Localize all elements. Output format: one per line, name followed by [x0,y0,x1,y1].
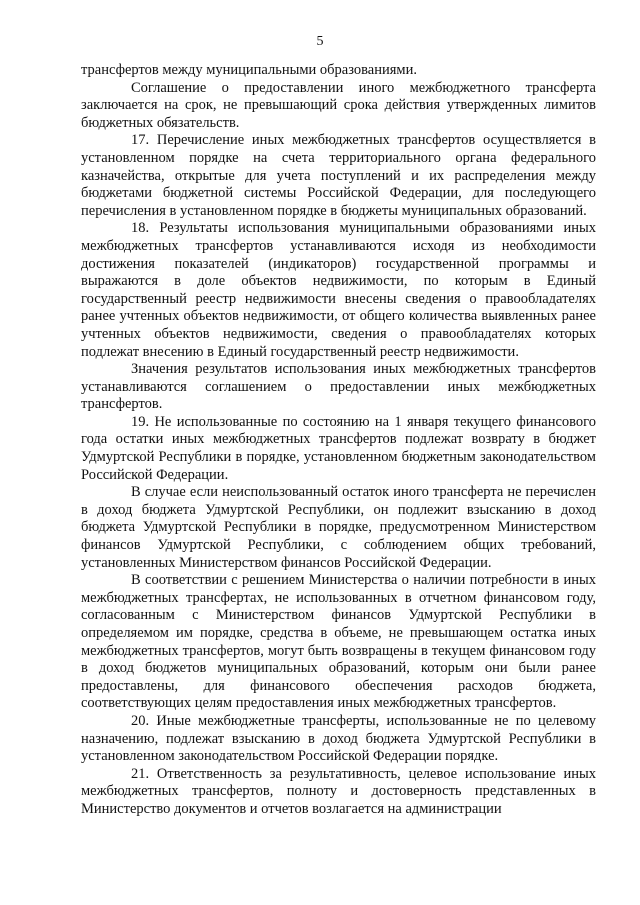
paragraph-ministry-decision: В соответствии с решением Министерства о наличии потребности в иных межбюджетных трансфертах, не использованных в отчетном финансовом году, согласованным с Министерством финансов Удмуртской Республики в определяемом им порядке, средства в объеме, не превышающем остатка иных межбюджетных трансфертов, могут быть возвращены в текущем финансовом году в доход бюджетов муниципальных образований, которым они были ранее предоставлены, для финансового обеспечения расходов бюджета, соответствующих целям предоставления иных межбюджетных трансфертов. [81,572,596,712]
document-body [81,62,596,819]
paragraph-results-values: Значения результатов использования иных межбюджетных трансфертов устанавливаются соглашением о предоставлении иных межбюджетных трансфертов. [81,361,596,413]
paragraph-continuation: трансфертов между муниципальными образованиями. [81,62,417,78]
page-number: 5 [316,34,324,49]
paragraph-20-misuse-recovery: 20. Иные межбюджетные трансферты, использованные не по целевому назначению, подлежат взысканию в доход бюджета Удмуртской Республики в установленном законодательством Российской Федерации порядке. [81,712,596,765]
paragraph-21-responsibility: 21. Ответственность за результативность, целевое использование иных межбюджетных трансфертов, полноту и достоверность представленных в Министерство документов и отчетов возлагается на администрации [81,765,596,817]
paragraph-agreement-term: Соглашение о предоставлении иного межбюджетного трансферта заключается на срок, не превышающий срока действия утвержденных лимитов бюджетных обязательств. [81,79,596,131]
paragraph-unreturned-balance: В случае если неиспользованный остаток иного трансферта не перечислен в доход бюджета Удмуртской Республики, он подлежит взысканию в доход бюджета Удмуртской Республики в порядке, предусмотренном Министерством финансов Удмуртской Республики, с соблюдением общих требований, установленных Министерством финансов Российской Федерации. [81,484,596,571]
paragraph-19-unused-return: 19. Не использованные по состоянию на 1 января текущего финансового года остатки иных межбюджетных трансфертов подлежат возврату в бюджет Удмуртской Республики в порядке, установленном бюджетным законодательством Российской Федерации. [81,413,596,483]
paragraph-17-transfer-procedure: 17. Перечисление иных межбюджетных трансфертов осуществляется в установленном порядке на счета территориального органа федерального казначейства, открытые для учета поступлений и их распределения между бюджетами бюджетной системы Российской Федерации, для последующего перечисления в установленном порядке в бюджеты муниципальных образований. [81,132,596,219]
paragraph-18-usage-results: 18. Результаты использования муниципальными образованиями иных межбюджетных трансфертов устанавливаются исходя из необходимости достижения показателей (индикаторов) государственной программы и выражаются в доле объектов недвижимости, по которым в Единый государственный реестр недвижимости внесены сведения о правообладателях ранее учтенных объектов недвижимости, от общего количества выявленных ранее учтенных объектов недвижимости, сведения о правообладателях которых подлежат внесению в Единый государственный реестр недвижимости. [81,220,596,360]
